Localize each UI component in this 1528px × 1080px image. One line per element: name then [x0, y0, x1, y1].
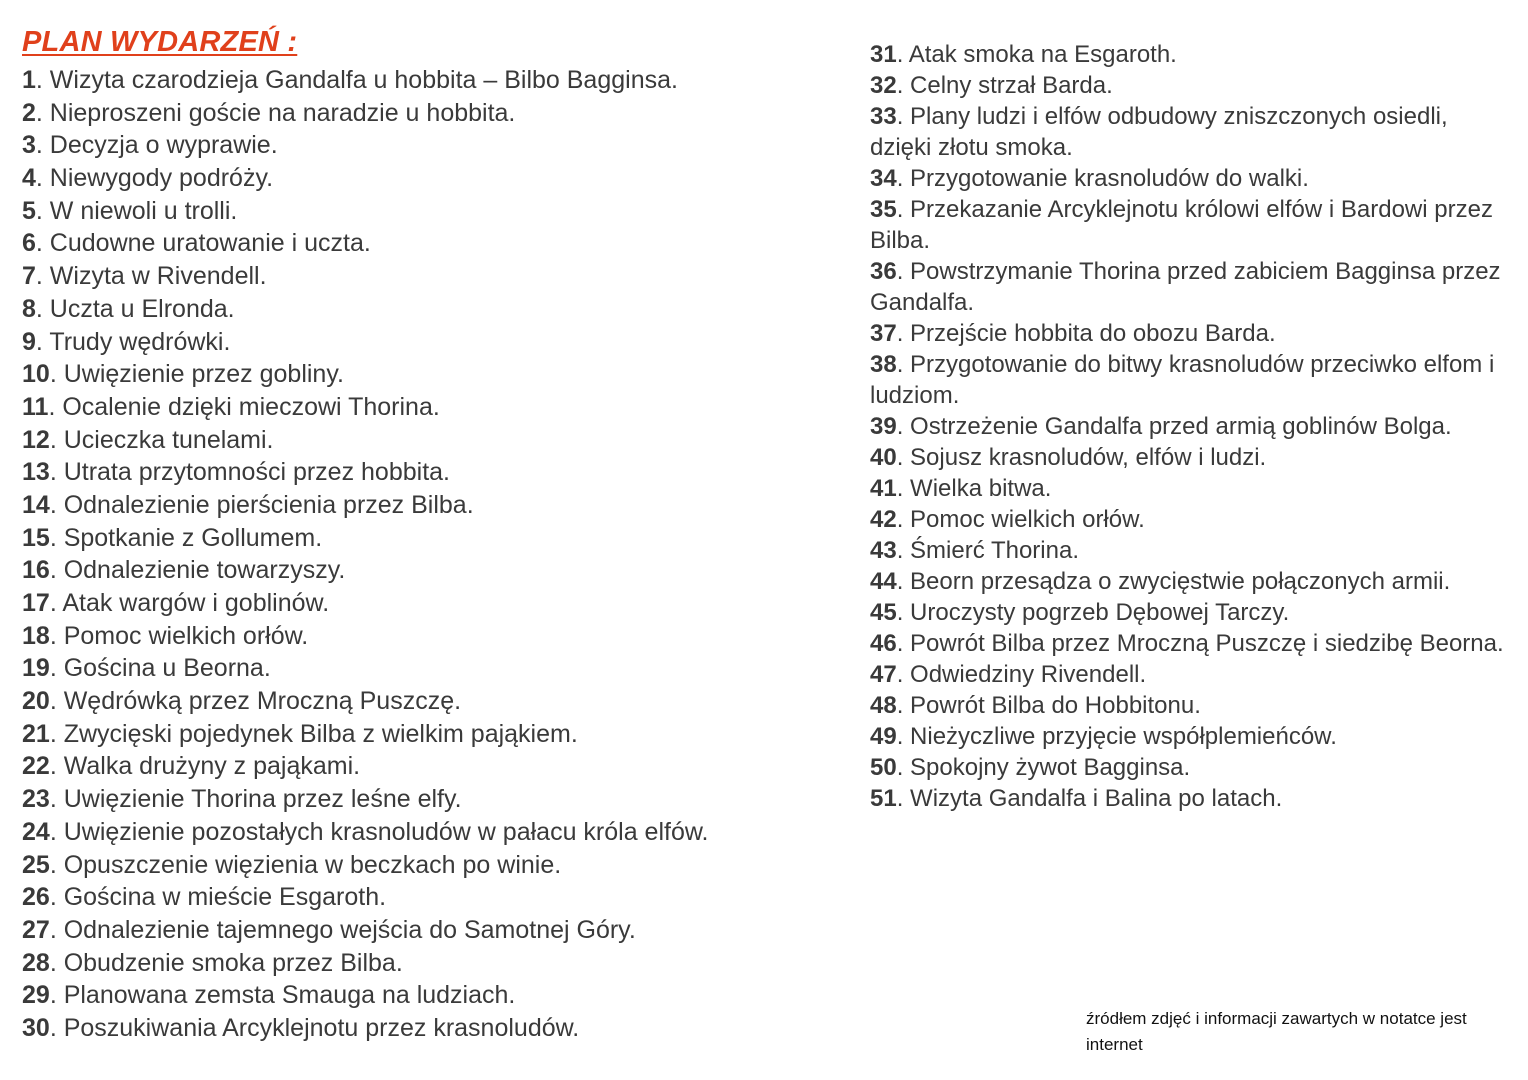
item-number: 43	[870, 537, 897, 564]
item-number: 34	[870, 165, 897, 192]
item-text: . Wielka bitwa.	[896, 475, 1052, 502]
list-item	[870, 504, 1510, 535]
item-text: . Uwięzienie przez gobliny.	[49, 360, 344, 389]
list-item	[22, 1012, 842, 1045]
item-text: . Uwięzienie pozostałych krasnoludów w pałacu króla elfów.	[49, 817, 709, 846]
item-text: . Ucieczka tunelami.	[49, 425, 274, 454]
item-number: 42	[870, 506, 897, 533]
item-number: 29	[22, 981, 50, 1010]
item-number: 41	[870, 475, 897, 502]
list-item	[870, 721, 1510, 752]
list-item	[22, 652, 842, 685]
list-item	[22, 914, 842, 947]
item-text: . Sojusz krasnoludów, elfów i ludzi.	[896, 444, 1267, 471]
list-item	[22, 750, 842, 783]
item-text: . Planowana zemsta Smauga na ludziach.	[49, 981, 516, 1010]
list-item	[22, 195, 842, 228]
item-text: . Wędrówką przez Mroczną Puszczę.	[49, 687, 462, 716]
item-text: . Walka drużyny z pająkami.	[49, 752, 361, 781]
events-list-right	[870, 39, 1510, 814]
item-text: . Odwiedziny Rivendell.	[896, 661, 1147, 688]
item-text: . Wizyta Gandalfa i Balina po latach.	[896, 785, 1283, 812]
item-text: . Odnalezienie tajemnego wejścia do Samotnej Góry.	[49, 915, 636, 944]
item-text: . Przejście hobbita do obozu Barda.	[896, 320, 1276, 347]
item-text: . W niewoli u trolli.	[35, 196, 238, 225]
item-text: . Uwięzienie Thorina przez leśne elfy.	[49, 785, 462, 814]
list-item	[870, 194, 1510, 256]
item-number: 17	[22, 589, 50, 617]
item-text: . Opuszczenie więzienia w beczkach po winie.	[49, 850, 562, 879]
list-item	[22, 718, 842, 751]
item-number: 37	[870, 320, 897, 347]
item-number: 18	[22, 621, 50, 650]
item-number: 21	[22, 719, 50, 748]
list-item	[22, 816, 842, 849]
item-number: 3	[22, 131, 36, 160]
list-item	[22, 97, 842, 130]
item-number: 47	[870, 661, 897, 688]
list-item	[22, 783, 842, 816]
item-text: . Spotkanie z Gollumem.	[49, 523, 323, 552]
item-text: . Wizyta w Rivendell.	[35, 262, 267, 291]
item-number: 24	[22, 817, 50, 846]
item-text: . Nieżyczliwe przyjęcie współplemieńców.	[896, 723, 1337, 750]
list-item	[22, 162, 842, 195]
source-note: źródłem zdjęć i informacji zawartych w notatce jest internet	[1086, 1009, 1467, 1054]
list-item	[22, 554, 842, 587]
list-item	[870, 349, 1510, 411]
list-item	[870, 411, 1510, 442]
item-text: . Niewygody podróży.	[35, 164, 274, 193]
list-item	[22, 849, 842, 882]
item-number: 8	[22, 294, 36, 323]
list-item	[870, 566, 1510, 597]
list-item	[22, 979, 842, 1012]
item-text: . Powstrzymanie Thorina przed zabiciem Bagginsa przez Gandalfa.	[870, 258, 1501, 316]
item-number: 9	[22, 327, 36, 356]
item-text: . Nieproszeni goście na naradzie u hobbita.	[35, 98, 516, 127]
item-number: 35	[870, 196, 897, 223]
item-text: . Przygotowanie krasnoludów do walki.	[896, 165, 1309, 192]
list-item	[870, 442, 1510, 473]
item-number: 33	[870, 103, 897, 130]
item-text: . Gościna u Beorna.	[49, 654, 271, 683]
item-text: . Ostrzeżenie Gandalfa przed armią goblinów Bolga.	[896, 413, 1452, 440]
list-item	[870, 39, 1510, 70]
item-text: . Decyzja o wyprawie.	[35, 131, 278, 160]
item-number: 50	[870, 754, 897, 781]
item-text: . Powrót Bilba przez Mroczną Puszczę i siedzibę Beorna.	[896, 630, 1504, 657]
item-number: 45	[870, 599, 897, 626]
item-number: 27	[22, 915, 50, 944]
list-item	[22, 260, 842, 293]
list-item	[22, 293, 842, 326]
item-number: 19	[22, 654, 50, 683]
list-item	[870, 597, 1510, 628]
item-number: 15	[22, 523, 50, 552]
item-text: . Uroczysty pogrzeb Dębowej Tarczy.	[896, 599, 1290, 626]
item-number: 20	[22, 687, 50, 716]
item-number: 13	[22, 458, 50, 487]
list-item	[870, 163, 1510, 194]
item-number: 11	[22, 392, 49, 421]
item-text: . Celny strzał Barda.	[896, 72, 1113, 99]
item-text: . Atak smoka na Esgaroth.	[896, 41, 1177, 68]
list-item	[870, 256, 1510, 318]
item-number: 49	[870, 723, 897, 750]
list-item	[870, 101, 1510, 163]
item-text: . Wizyta czarodzieja Gandalfa u hobbita – Bilbo Bagginsa.	[35, 66, 678, 94]
list-item	[22, 522, 842, 555]
item-text: . Odnalezienie pierścienia przez Bilba.	[49, 490, 474, 519]
item-text: . Ocalenie dzięki mieczowi Thorina.	[48, 392, 440, 421]
item-number: 2	[22, 98, 36, 127]
item-text: . Gościna w mieście Esgaroth.	[49, 883, 387, 912]
item-number: 14	[22, 490, 50, 519]
page-title: PLAN WYDARZEŃ :	[22, 26, 298, 58]
list-item	[22, 456, 842, 489]
item-number: 7	[22, 262, 36, 291]
item-number: 28	[22, 948, 50, 977]
list-item	[22, 489, 842, 522]
item-text: . Poszukiwania Arcyklejnotu przez krasnoludów.	[49, 1013, 580, 1042]
item-number: 32	[870, 72, 897, 99]
item-text: . Beorn przesądza o zwycięstwie połączonych armii.	[896, 568, 1451, 595]
item-number: 1	[22, 66, 36, 94]
list-item	[22, 391, 842, 424]
item-number: 5	[22, 196, 36, 225]
item-text: . Utrata przytomności przez hobbita.	[49, 458, 450, 487]
item-text: . Obudzenie smoka przez Bilba.	[49, 948, 403, 977]
list-item	[870, 690, 1510, 721]
list-item	[22, 227, 842, 260]
list-item	[22, 620, 842, 653]
list-item	[22, 424, 842, 457]
item-text: . Pomoc wielkich orłów.	[896, 506, 1145, 533]
item-number: 46	[870, 630, 897, 657]
item-text: . Przygotowanie do bitwy krasnoludów przeciwko elfom i ludziom.	[870, 351, 1495, 409]
list-item	[22, 64, 842, 97]
list-item	[870, 70, 1510, 101]
item-number: 38	[870, 351, 897, 378]
list-item	[870, 628, 1510, 659]
item-text: . Spokojny żywot Bagginsa.	[896, 754, 1191, 781]
item-text: . Plany ludzi i elfów odbudowy zniszczonych osiedli, dzięki złotu smoka.	[870, 103, 1448, 161]
item-number: 31	[870, 41, 897, 68]
item-number: 10	[22, 360, 50, 389]
item-text: . Pomoc wielkich orłów.	[49, 621, 309, 650]
item-number: 40	[870, 444, 897, 471]
list-item	[22, 881, 842, 914]
item-number: 36	[870, 258, 897, 285]
item-text: . Cudowne uratowanie i uczta.	[35, 229, 371, 258]
item-number: 22	[22, 752, 50, 781]
item-text: . Zwycięski pojedynek Bilba z wielkim pająkiem.	[49, 719, 578, 748]
item-text: . Powrót Bilba do Hobbitonu.	[896, 692, 1201, 719]
item-text: . Trudy wędrówki.	[35, 327, 231, 356]
item-number: 23	[22, 785, 50, 814]
list-item	[870, 752, 1510, 783]
item-text: . Odnalezienie towarzyszy.	[49, 556, 346, 585]
item-text: . Atak wargów i goblinów.	[49, 589, 330, 617]
list-item	[870, 473, 1510, 504]
item-number: 39	[870, 413, 897, 440]
list-item	[22, 326, 842, 359]
events-list-left	[22, 64, 842, 1045]
item-text: . Przekazanie Arcyklejnotu królowi elfów i Bardowi przez Bilba.	[870, 196, 1493, 254]
item-number: 16	[22, 556, 50, 585]
item-number: 30	[22, 1013, 50, 1042]
item-text: . Uczta u Elronda.	[35, 294, 235, 323]
item-number: 4	[22, 164, 36, 193]
list-item	[22, 358, 842, 391]
item-number: 44	[870, 568, 897, 595]
item-text: . Śmierć Thorina.	[896, 537, 1079, 564]
list-item	[870, 535, 1510, 566]
item-number: 51	[870, 785, 897, 812]
list-item	[870, 659, 1510, 690]
list-item	[22, 587, 842, 620]
list-item	[22, 685, 842, 718]
list-item	[22, 129, 842, 162]
item-number: 48	[870, 692, 897, 719]
list-item	[22, 947, 842, 980]
item-number: 12	[22, 425, 50, 454]
item-number: 25	[22, 850, 50, 879]
item-number: 26	[22, 883, 50, 912]
list-item	[870, 783, 1510, 814]
list-item	[870, 318, 1510, 349]
item-number: 6	[22, 229, 36, 258]
